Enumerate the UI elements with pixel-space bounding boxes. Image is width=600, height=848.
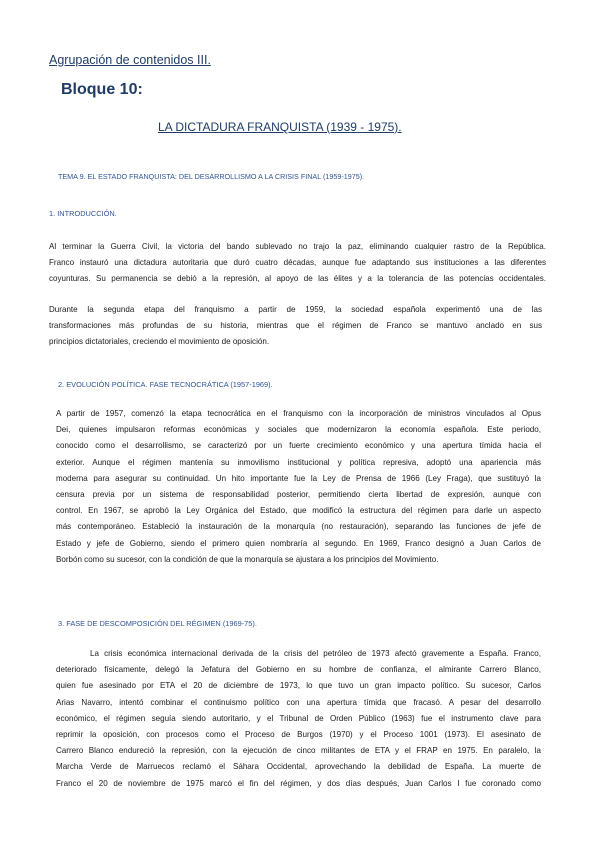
theme-heading: TEMA 9. EL ESTADO FRANQUISTA: DEL DESARROLLISMO A LA CRISIS FINAL (1959-1975). <box>58 172 365 181</box>
text-line: Dei, quienes impulsaron reformas económicas y sociales que modernizaron la economía española. Este periodo, <box>56 425 541 435</box>
section-heading-evolucion: 2. EVOLUCIÓN POLÍTICA. FASE TECNOCRÁTICA (1957-1969). <box>58 380 273 389</box>
text-line: Arias Navarro, intentó combinar el continuismo político con una apertura tímida que fracasó. A pesar del desarrollo <box>56 697 541 707</box>
intro-paragraph-1 <box>49 239 546 288</box>
document-title: LA DICTADURA FRANQUISTA (1939 - 1975). <box>158 120 402 134</box>
text-line: A partir de 1957, comenzó la etapa tecnocrática en el franquismo con la incorporación de ministros vinculados al Opus <box>56 409 541 418</box>
text-line: La crisis económica internacional derivada de la crisis del petróleo de 1973 afectó gravemente a España. Franco, <box>90 649 541 658</box>
text-line: económico, el régimen seguía siendo autoritario, y el Tribunal de Orden Público (1963) fue el instrumento clave para <box>56 713 541 723</box>
text-line: Durante la segunda etapa del franquismo a partir de 1959, la sociedad española experimentó una de las <box>49 305 542 314</box>
text-line: deteriorado físicamente, delegó la Jefatura del Gobierno en su hombre de confianza, el almirante Carrero Blanco, <box>56 665 541 675</box>
text-line: reprimir la oposición, con procesos como el Proceso de Burgos (1970) y el Proceso 1001 (1973). El asesinato de <box>56 729 541 739</box>
text-line: conocido como el desarrollismo, se caracterizó por un fuerte crecimiento económico y una apertura tímida hacia el <box>56 441 541 451</box>
block-title: Bloque 10: <box>61 81 143 98</box>
text-line: Carrero Blanco endureció la represión, con la ejecución de cinco militantes de ETA y el FRAP en 1975. En paralelo, la <box>56 746 541 756</box>
text-line: censura previa por un sistema de responsabilidad posterior, permitiendo cierta libertad de expresión, aunque con <box>56 489 541 499</box>
text-line: más contemporáneo. Estableció la instauración de la monarquía (no restauración), separando las funciones de jefe de <box>56 522 541 532</box>
evolucion-paragraph <box>56 406 541 568</box>
text-line: Borbón como su sucesor, con la condición de que la monarquía se ajustara a los principios del Movimiento. <box>56 554 439 564</box>
intro-paragraph-2 <box>49 302 542 351</box>
text-line: quien fue asesinado por ETA el 20 de diciembre de 1973, lo que tuvo un gran impacto político. Su sucesor, Carlos <box>56 681 541 691</box>
section-heading-intro: 1. INTRODUCCIÓN. <box>49 209 117 218</box>
section-heading-descomposicion: 3. FASE DE DESCOMPOSICIÓN DEL RÉGIMEN (1969-75). <box>58 619 257 628</box>
text-line: Franco el 20 de noviembre de 1975 marcó el fin del régimen, y dos días después, Juan Carlos I fue coronado como <box>56 778 541 788</box>
content-group-title: Agrupación de contenidos III. <box>49 53 211 67</box>
text-line: control. En 1967, se aprobó la Ley Orgánica del Estado, que modificó la estructura del régimen para darle un aspecto <box>56 506 541 516</box>
descomposicion-paragraph <box>56 646 541 792</box>
text-line: transformaciones más profundas de su historia, mientras que el régimen de Franco se mantuvo anclado en sus <box>49 321 542 331</box>
text-line: principios dictatoriales, creciendo el movimiento de oposición. <box>49 337 270 347</box>
text-line: Estado y jefe de Gobierno, siendo el primero quien nombraría al segundo. En 1969, Franco designó a Juan Carlos de <box>56 538 541 548</box>
text-line: coyunturas. Su permanencia se debió a la represión, al apoyo de las élites y a la tolerancia de las potencias occidentales. <box>49 274 546 284</box>
text-line: Al terminar la Guerra Civil, la victoria del bando sublevado no trajo la paz, eliminando cualquier rastro de la República. <box>49 242 546 251</box>
text-line: moderna para asegurar su continuidad. Un hito importante fue la Ley de Prensa de 1966 (Ley Fraga), que sustituyó la <box>56 473 541 483</box>
text-line: Marcha Verde de Marruecos reclamó el Sáhara Occidental, aprovechando la debilidad de España. La muerte de <box>56 762 541 772</box>
text-line: Franco instauró una dictadura autoritaria que duró cuatro décadas, aunque fue adaptando sus instituciones a las diferentes <box>49 258 546 268</box>
text-line: exterior. Aunque el régimen mantenía su inmovilismo institucional y política represiva, adoptó una apariencia más <box>56 457 541 467</box>
